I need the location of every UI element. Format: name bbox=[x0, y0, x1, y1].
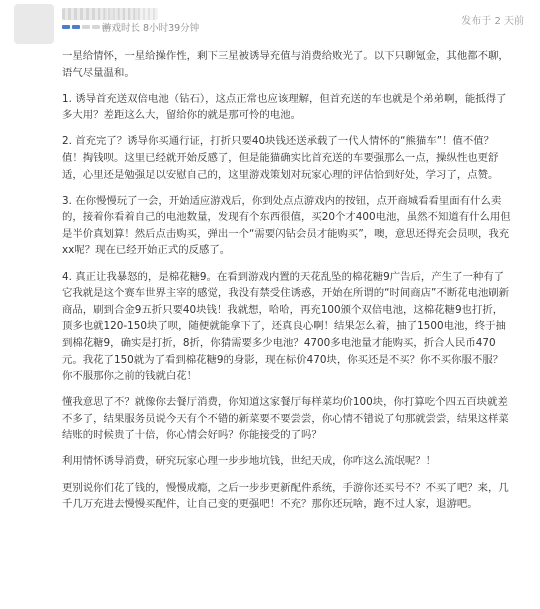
review-content bbox=[62, 48, 512, 522]
review-paragraph: 2. 首充完了？诱导你买通行证，打折只要40块钱还送承载了一代人情怀的“熊猫车”！值不值？值！掏钱呗。这里已经就开始反感了，但是能猫确实比首充送的车要强那么一点，操纵性也更舒适，心里还是勉强足以安慰自己的，这里游戏策划对玩家心理的评估恰到好处，学习了，点赞。 bbox=[62, 135, 499, 181]
star-empty-icon bbox=[82, 25, 90, 29]
posted-time: 发布于 2 天前 bbox=[461, 16, 524, 27]
playtime-label: 游戏时长 8小时39分钟 bbox=[102, 23, 200, 34]
review-paragraph: 4. 真正让我暴怒的，是棉花糖9。在看到游戏内置的天花乱坠的棉花糖9广告后，产生了一种有了它我就是这个赛车世界主宰的感觉，我没有禁受住诱惑，开始在所谓的“时间商店”不断花电池刷新商品，刷到合金9五折只要40块钱！我就想，哈哈，再充100颁个双倍电池，这棉花糖9也打折，顶多也就120-150块了呗，随便就能拿下了，还真良心啊！结果怎么着，抽了1500电池，终于抽到棉花糖9，确实是打折，8折，你猜需要多少电池？4700多电池量才能购买，折合人民币470元。我花了150就为了看到棉花糖9的身影，现在标价470块，你买还是不买？你不买你服不服？你不服那你之前的钱就白花！ bbox=[62, 270, 510, 383]
star-filled-icon bbox=[62, 25, 70, 29]
review-paragraph: 3. 在你慢慢玩了一会，开始适应游戏后，你到处点点游戏内的按钮，点开商城看看里面有什么卖的，接着你看着自己的电池数量，发现有个东西很值，买20个才400电池，虽然不知道有什么用但是半价真划算！然后点击购买，弹出一个“需要闪钻会员才能购买”，噢，意思还得充会员呗，我充xx呢？现在已经开始正式的反感了。 bbox=[62, 194, 511, 257]
review-paragraph: 一星给情怀，一星给操作性，剩下三星被诱导充值与消费给败光了。以下只聊氪金，其他都不聊，语气尽量温和。 bbox=[62, 50, 509, 79]
star-empty-icon bbox=[92, 25, 100, 29]
review-paragraph: 懂我意思了不？就像你去餐厅消费，你知道这家餐厅每样菜均价100块，你打算吃个四五百块就差不多了，结果服务员说今天有个不错的新菜要不要尝尝，你心情不错说了句那就尝尝，结果这样菜结账的时候贵了十倍，你心情会好吗？你能接受的了吗？ bbox=[62, 396, 509, 442]
review-header bbox=[0, 0, 540, 44]
review-paragraph: 1. 诱导首充送双倍电池（钻石），这点正常也应该理解，但首充送的车也就是个弟弟啊，能抵得了多大用？差距这么大，留给你的就是那可怜的电池。 bbox=[62, 92, 507, 122]
username-blurred-extra bbox=[98, 8, 158, 20]
review-paragraph: 利用情怀诱导消费，研究玩家心理一步步地坑钱，世纪天成，你咋这么流氓呢？！ bbox=[62, 455, 437, 468]
star-filled-icon bbox=[72, 25, 80, 29]
review-paragraph: 更别说你们花了钱的，慢慢成瘾，之后一步步更新配件系统，手游你还买号不？不买了吧？来，几千几万充进去慢慢买配件，让自己变的更强吧！不充？那你还玩啥，跑不过人家，退游吧。 bbox=[62, 481, 509, 511]
avatar[interactable] bbox=[14, 4, 54, 44]
